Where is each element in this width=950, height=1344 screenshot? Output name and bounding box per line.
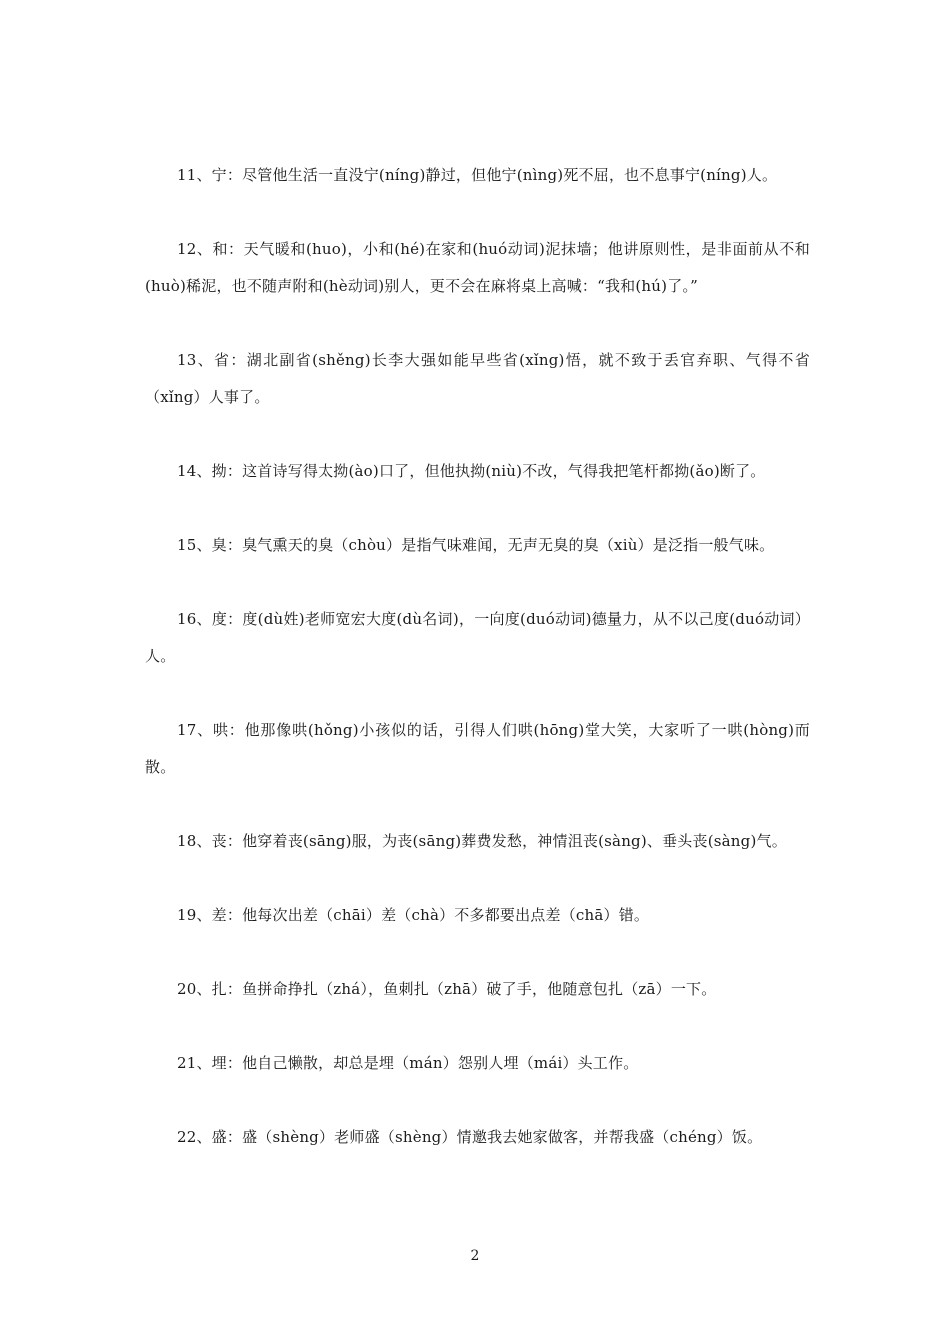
paragraph-21: 21、埋：他自己懒散，却总是埋（mán）怨别人埋（mái）头工作。 [177, 1054, 639, 1072]
paragraph-14: 14、拗：这首诗写得太拗(ào)口了，但他执拗(niù)不改，气得我把笔杆都拗(ǎo)断了。 [177, 462, 766, 480]
document-body [145, 157, 810, 1193]
paragraph-16: 16、度：度(dù姓)老师宽宏大度(dù名词)，一向度(duó动词)德量力，从不以己度(duó动词）人。 [145, 610, 810, 665]
paragraph-19: 19、差：他每次出差（chāi）差（chà）不多都要出点差（chā）错。 [177, 906, 650, 924]
paragraph-22: 22、盛：盛（shèng）老师盛（shèng）情邀我去她家做客，并帮我盛（chéng）饭。 [177, 1128, 763, 1146]
paragraph-13: 13、省：湖北副省(shěng)长李大强如能早些省(xǐng)悟，就不致于丢官弃职、气得不省（xǐng）人事了。 [145, 351, 810, 406]
paragraph-18: 18、丧：他穿着丧(sāng)服，为丧(sāng)葬费发愁，神情沮丧(sàng)、垂头丧(sàng)气。 [177, 832, 787, 850]
paragraph-17: 17、哄：他那像哄(hǒng)小孩似的话，引得人们哄(hōng)堂大笑，大家听了一哄(hòng)而散。 [145, 721, 810, 776]
paragraph-20: 20、扎：鱼拼命挣扎（zhá），鱼刺扎（zhā）破了手，他随意包扎（zā）一下。 [177, 980, 717, 998]
page-number: 2 [470, 1248, 480, 1264]
paragraph-11: 11、宁：尽管他生活一直没宁(níng)静过，但他宁(nìng)死不屈，也不息事宁(níng)人。 [177, 166, 778, 184]
paragraph-12: 12、和：天气暖和(huo)，小和(hé)在家和(huó动词)泥抹墙；他讲原则性，是非面前从不和(huò)稀泥，也不随声附和(hè动词)别人，更不会在麻将桌上高喊：“我和(hú)了。” [145, 240, 810, 295]
paragraph-15: 15、臭：臭气熏天的臭（chòu）是指气味难闻，无声无臭的臭（xiù）是泛指一般气味。 [177, 536, 775, 554]
